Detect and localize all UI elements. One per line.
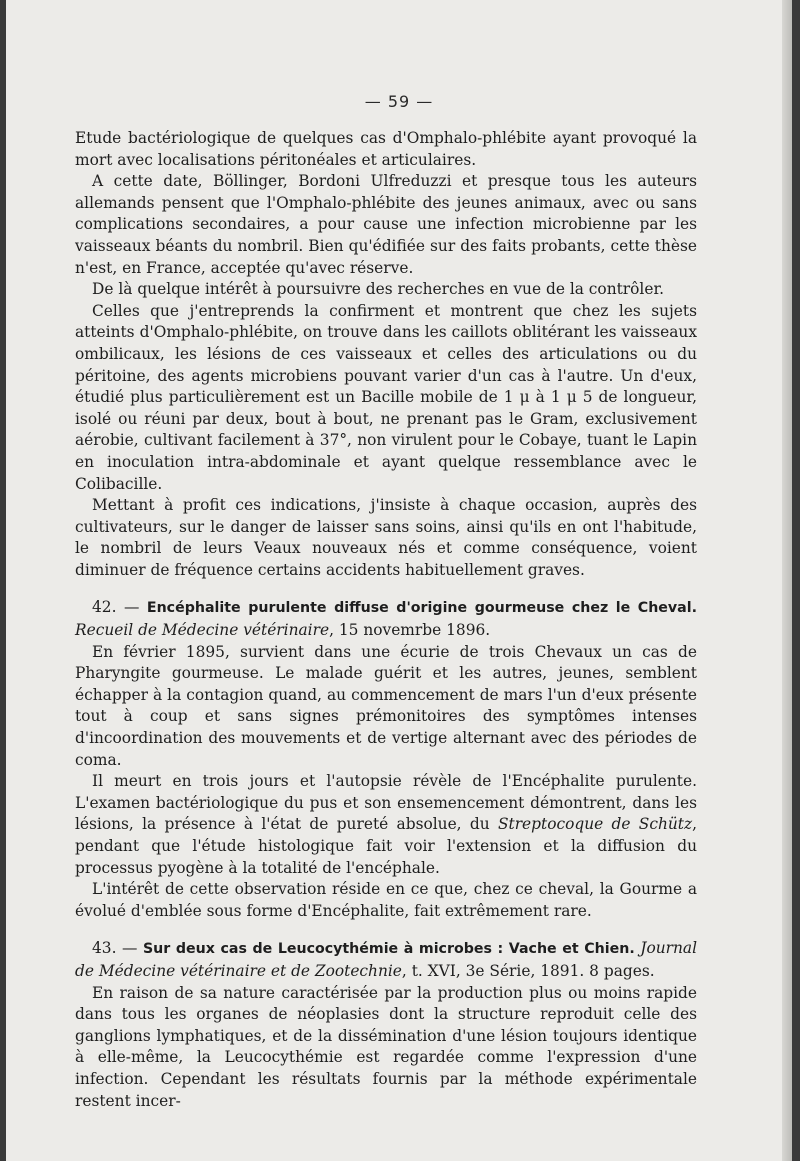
- entry-42-number: 42. —: [92, 598, 140, 617]
- paragraph: Mettant à profit ces indications, j'insiste à chaque occasion, auprès des cultivateurs, sur le danger de laisser sans soins, ainsi qu'ils en ont l'habitude, le nombril de leurs Veaux nouveaux nés et comme conséquence, voient diminuer de fréquence certains accidents habituellement graves.: [75, 496, 697, 579]
- paragraph: Celles que j'entreprends la confirment et montrent que chez les sujets atteints d'Omphalo-phlébite, on trouve dans les caillots oblitérant les vaisseaux ombilicaux, les lésions de ces vaisseaux et celles des articulations ou du péritoine, des agents microbiens pouvant varier d'un cas à l'autre. Un d'eux, étudié plus particulièrement est un Bacille mobile de 1 μ à 1 μ 5 de longueur, isolé ou réuni par deux, bout à bout, ne prenant pas le Gram, exclusivement aérobie, cultivant facilement à 37°, non virulent pour le Cobaye, tuant le Lapin en inoculation intra-abdominale et ayant quelque ressemblance avec le Colibacille.: [75, 301, 697, 493]
- entry-43-number: 43. —: [92, 939, 138, 958]
- species-name: Streptocoque de Schütz: [497, 815, 693, 834]
- paragraph: L'intérêt de cette observation réside en ce que, chez ce cheval, la Gourme a évolué d'emblée sous forme d'Encéphalite, fait extrêmement rare.: [75, 880, 697, 920]
- page-edge-shadow: [782, 0, 792, 1161]
- paragraph: A cette date, Böllinger, Bordoni Ulfreduzzi et presque tous les auteurs allemands pensent que l'Omphalo-phlébite des jeunes animaux, avec ou sans complications secondaires, a pour cause une infection microbienne par les vaisseaux béants du nombril. Bien qu'édifiée sur des faits probants, cette thèse n'est, en France, acceptée qu'avec réserve.: [75, 172, 697, 277]
- section-gap: [75, 581, 697, 597]
- entry-43-journal: Journal de Médecine vétérinaire et de Zootechnie: [75, 939, 697, 980]
- entry-42-heading: [75, 597, 697, 641]
- text-run: , pendant que l'étude histologique fait voir l'extension et la diffusion du processus pyogène à la totalité de l'encéphale.: [75, 815, 697, 877]
- text-run: Il meurt en trois jours et l'autopsie révèle de l'Encéphalite purulente. L'examen bactériologique du pus et son ensemencement démontrent, dans les lésions, la présence à l'état de pureté absolue, du: [75, 772, 697, 834]
- entry-42-journal: Recueil de Médecine vétérinaire: [75, 621, 330, 640]
- paragraph: En février 1895, survient dans une écurie de trois Chevaux un cas de Pharyngite gourmeuse. Le malade guérit et les autres, jeunes, semblent échapper à la contagion quand, au commencement de mars l'un d'eux présente tout à coup et sans signes prémonitoires des symptômes intenses d'incoordination des mouvements et de vertige alternant avec des périodes de coma.: [75, 642, 697, 769]
- page-number: — 59 —: [364, 92, 434, 111]
- paragraph: Etude bactériologique de quelques cas d'Omphalo-phlébite ayant provoqué la mort avec localisations péritonéales et articulaires.: [75, 129, 697, 169]
- paragraph: De là quelque intérêt à poursuivre des recherches en vue de la contrôler.: [92, 280, 665, 299]
- paragraph: [75, 771, 697, 879]
- section-gap: [75, 922, 697, 938]
- entry-43-details: , t. XVI, 3e Série, 1891. 8 pages.: [401, 961, 655, 980]
- entry-42-title: Encéphalite purulente diffuse d'origine gourmeuse chez le Cheval.: [146, 600, 697, 617]
- entry-43-heading: [75, 938, 697, 982]
- entry-43-title: Sur deux cas de Leucocythémie à microbes : Vache et Chien.: [142, 941, 635, 958]
- paragraph: En raison de sa nature caractérisée par la production plus ou moins rapide dans tous les organes de néoplasies dont la structure reproduit celle des ganglions lymphatiques, et de la dissémination d'une lésion toujours identique à elle-même, la Leucocythémie est regardée comme l'expression d'une infection. Cependant les résultats fournis par la méthode expérimentale restent incer-: [75, 983, 697, 1110]
- page: [6, 0, 792, 1161]
- body-text: [75, 128, 697, 1112]
- entry-42-date: , 15 novemrbe 1896.: [329, 621, 491, 640]
